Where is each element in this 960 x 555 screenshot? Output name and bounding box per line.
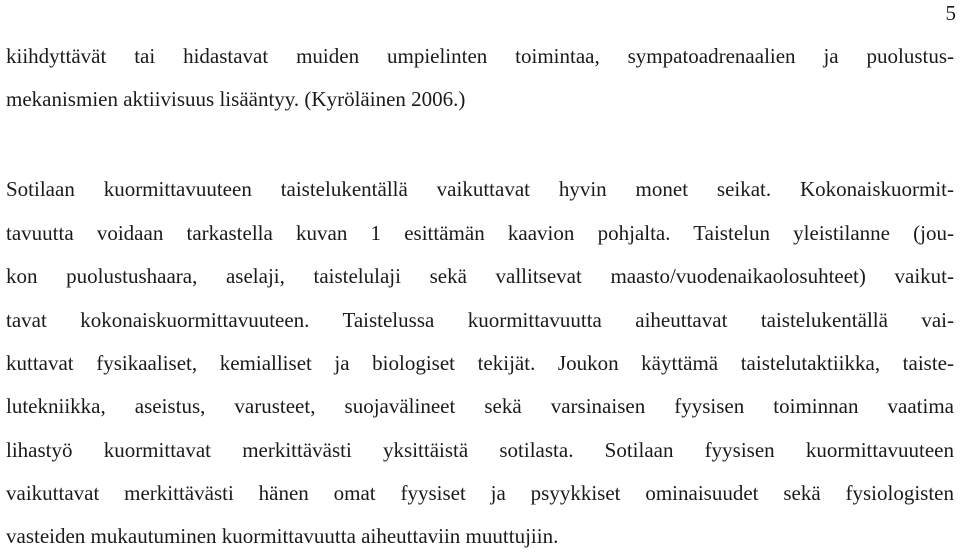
text-line: tavat kokonaiskuormittavuuteen. Taistelussa kuormittavuutta aiheuttavat taistelukentällä vai- — [6, 308, 954, 332]
text-line: mekanismien aktiivisuus lisääntyy. (Kyröläinen 2006.) — [6, 87, 466, 111]
text-line: tavuutta voidaan tarkastella kuvan 1 esittämän kaavion pohjalta. Taistelun yleistilanne (jou- — [6, 221, 954, 245]
text-line: lihastyö kuormittavat merkittävästi yksittäistä sotilasta. Sotilaan fyysisen kuormittavuuteen — [6, 438, 954, 462]
text-line: kuttavat fysikaaliset, kemialliset ja biologiset tekijät. Joukon käyttämä taistelutaktiikka, taiste- — [6, 351, 954, 375]
text-line: Sotilaan kuormittavuuteen taistelukentällä vaikuttavat hyvin monet seikat. Kokonaiskuormit- — [6, 177, 954, 201]
page-number: 5 — [945, 1, 956, 25]
text-line: kiihdyttävät tai hidastavat muiden umpielinten toimintaa, sympatoadrenaalien ja puolustus- — [6, 44, 954, 68]
text-line: vasteiden mukautuminen kuormittavuutta aiheuttaviin muuttujiin. — [6, 524, 559, 548]
text-line: lutekniikka, aseistus, varusteet, suojavälineet sekä varsinaisen fyysisen toiminnan vaatima — [6, 394, 954, 418]
text-line: vaikuttavat merkittävästi hänen omat fyysiset ja psyykkiset ominaisuudet sekä fysiologisten — [6, 481, 954, 505]
text-line: kon puolustushaara, aselaji, taistelulaji sekä vallitsevat maasto/vuodenaikaolosuhteet) vaikut- — [6, 264, 954, 288]
